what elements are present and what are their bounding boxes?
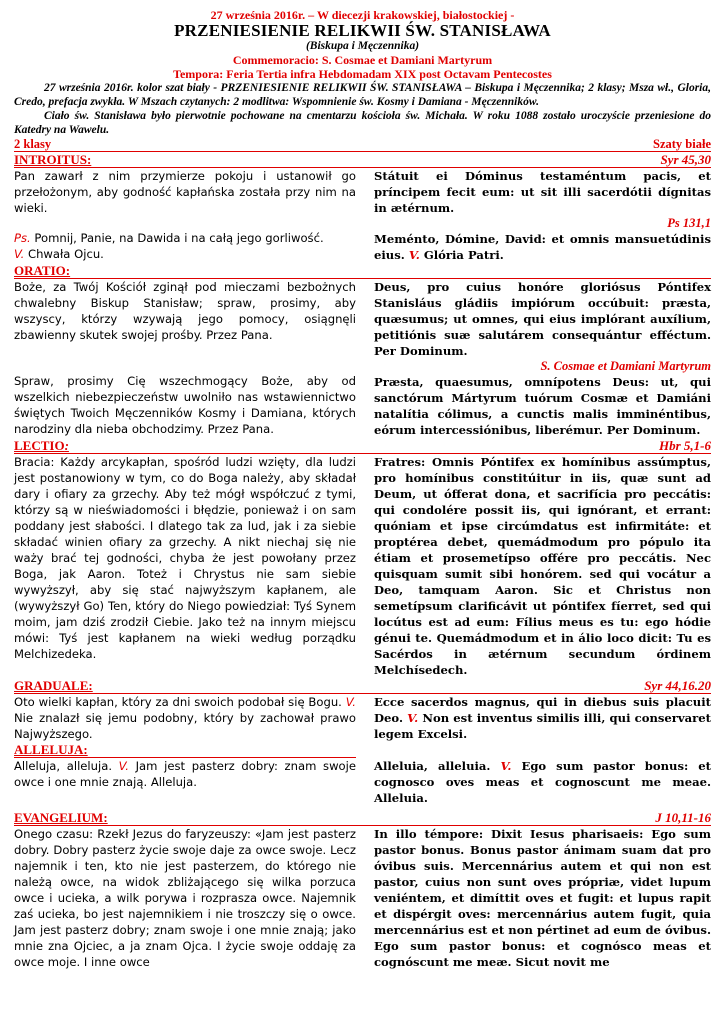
lectio-colon: : bbox=[64, 438, 69, 453]
lectio-body bbox=[14, 454, 711, 678]
gloria-la-text: Glória Patri. bbox=[419, 248, 504, 262]
oratio-pl-2: Spraw, prosimy Cię wszechmogący Boże, aby od wszelkich niebezpieczeństw uwolniło nas wstawiennictwo świętych Twoich Męczenników Kosmy i Damiana, których narodziny dla nieba obchodzimy. Przez Pana. bbox=[14, 374, 356, 436]
introitus-label: INTROITUS: bbox=[14, 152, 92, 167]
alleluja-body bbox=[14, 758, 711, 806]
alleluja-la-a: Alleluia, alleluia. bbox=[374, 759, 501, 773]
oratio-la-2: Præsta, quaesumus, omnípotens Deus: ut, qui sanctórum Mártyrum tuórum Cosmæ et Damiáni natalítia cólimus, a cunctis malis imminéntibus, eórum intercessiónibus, liberémur. Per Dominum. bbox=[374, 375, 711, 437]
alleluja-la-b: Ego sum pastor bonus: et cognosco oves meas et cognoscunt me meae. Alleluia. bbox=[374, 759, 711, 805]
oratio-la-1: Deus, pro cuius honóre gloriósus Póntifex Stanisláus gládiis impiórum occúbuit: præsta, quæsumus; ut omnes, qui eius implórant auxílium, petitiónis suæ salutárem consequántur efféctum. Per Dominum. bbox=[374, 280, 711, 358]
introitus-polish bbox=[14, 168, 356, 263]
oratio-body-1 bbox=[14, 279, 711, 359]
lectio-polish: Bracia: Każdy arcykapłan, spośród ludzi wzięty, dla ludzi jest postanowiony w tym, co do Boga należy, aby składał dary i ofiary za grzechy. Aby też mógł współczuć z tymi, którzy są w nieświadomości i błędzie, ponieważ i on sam poddany jest słabości. I dlatego tak za lud, jak i za siebie składać winien ofiary za grzechy. A nikt niechaj się nie waży brać tej godności, chyba że jest powołany przez Boga, jak Aaron. Toteż i Chrystus nie sam siebie wywyższył, aby się stać najwyższym kapłanem, ale (wywyższył Go) Ten, który do Niego powiedział: Tyś Synem moim, jam dziś zrodził Ciebie. Jako też na innym miejscu mówi: Tyś jest kapłanem na wieki według porządku Melchizedeka. bbox=[14, 455, 356, 661]
evangelium-polish: Onego czasu: Rzekł Jezus do faryzeuszy: «Jam jest pasterz dobry. Dobry pasterz życie swoje daje za owce swoje. Lecz najemnik i ten, kto nie jest pasterzem, do którego nie należą owce, na widok zbliżającego się wilka porzuca owce i ucieka, a wilk porywa i rozprasza owce. Najemnik zaś ucieka, bo jest najemnikiem i nie troszczy się o owce. Jam jest pasterz dobry; znam swoje i one mnie znają; jako mnie zna Ojciec, a ja znam Ojca. I życie swoje oddaję za owce moje. I inne owce bbox=[14, 827, 356, 969]
alleluja-header bbox=[14, 742, 356, 758]
introitus-la-psalm bbox=[374, 231, 711, 263]
ps-marker: Ps. bbox=[14, 231, 31, 245]
lectio-ref: Hbr 5,1-6 bbox=[659, 438, 711, 453]
graduale-pl-b: Nie znalazł się jemu podobny, który by zachował prawo Najwyższego. bbox=[14, 711, 356, 741]
graduale-body bbox=[14, 694, 711, 742]
psalm-la-text: Meménto, Dómine, David: et omnis mansuetúdinis eius. bbox=[374, 232, 711, 262]
vestment-color: Szaty białe bbox=[653, 137, 711, 151]
lectio-latin: Fratres: Omnis Póntifex ex homínibus assúmptus, pro homínibus constitúitur in iis, quæ sunt ad Deum, ut ófferat dona, et sacrifícia pro peccátis: qui condolére possit iis, qui ignórant, et errant: quóniam et ipse circúmdatus est infirmitáte: et proptérea debet, quemádmodum pro pópulo ita étiam et prosemetípso offére pro peccátis. Nec quisquam sumit sibi honórem. sed qui vocátur a Deo, tamquam Aaron. Sic et Christus non semetípsum clarificávit ut póntifex fíerret, sed qui locútus est ad eum: Fílius meus es tu: ego hódie génui te. Quemádmodum et in álio loco dicit: Tu es Sacérdos in ætérnum secundum órdinem Melchísedech. bbox=[374, 455, 711, 677]
intro-block bbox=[14, 81, 711, 137]
introitus-pl-text: Pan zawarł z nim przymierze pokoju i ustanowił go przełożonym, aby godność kapłańska została przy nim na wieki. bbox=[14, 169, 356, 215]
date-line: 27 września 2016r. – W diecezji krakowskiej, białostockiej - bbox=[210, 8, 515, 22]
lectio-label-text: LECTIO bbox=[14, 438, 65, 453]
versicle-marker: V. bbox=[118, 759, 129, 773]
intro-paragraph-1: 27 września 2016r. kolor szat biały - PRZENIESIENIE RELIKWII ŚW. STANISŁAWA – Biskupa i Męczennika; 2 klasy; Msza wł., Gloria, Credo, prefacja zwykła. W Mszach czytanych: 2 modlitwa: Wspomnienie św. Kosmy i Damiana - Męczenników. bbox=[14, 82, 711, 108]
evangelium-ref: J 10,11-16 bbox=[655, 810, 711, 825]
commemoratio: Commemoracio: S. Cosmae et Damiani Martyrum bbox=[232, 53, 493, 67]
introitus-body bbox=[14, 168, 711, 263]
versicle-marker: V. bbox=[408, 248, 420, 262]
evangelium-header bbox=[14, 810, 711, 826]
class-bar bbox=[14, 137, 711, 152]
introitus-la-text: Státuit ei Dóminus testaméntum pacis, et príncipem fecit eum: ut sit illi sacerdótii dígnitas in ætérnum. bbox=[374, 169, 711, 215]
introitus-header bbox=[14, 152, 711, 168]
graduale-header bbox=[14, 678, 711, 694]
evangelium-label: EVANGELIUM: bbox=[14, 810, 108, 825]
oratio-la-2-wrap bbox=[374, 359, 711, 438]
page bbox=[14, 8, 711, 970]
versicle-marker: V. bbox=[345, 695, 356, 709]
gloria-pl-text: Chwała Ojcu. bbox=[24, 247, 104, 261]
oratio-label: ORATIO: bbox=[14, 263, 71, 278]
lectio-header bbox=[14, 438, 711, 454]
psalm-pl-text: Pomnij, Panie, na Dawida i na całą jego gorliwość. bbox=[30, 231, 324, 245]
alleluja-pl-b: Jam jest pasterz dobry: znam swoje owce i one mnie znają. Alleluja. bbox=[14, 759, 357, 789]
evangelium-latin: In illo témpore: Dixit Iesus pharisaeis: Ego sum pastor bonus. Bonus pastor ánimam suam dat pro óvibus suis. Mercennárius autem et qui non est pastor, cuius non sunt oves própriæ, videt lupum veniéntem, et dimíttit oves et fugit: et lupus rapit et dispérgit oves: mercennárius autem fugit, quia mercennárius est et non pértinet ad eum de óvibus. Ego sum pastor bonus: et cognósco meas et cognóscunt me meæ. Sicut novit me bbox=[374, 827, 711, 969]
subtitle: (Biskupa i Męczennika) bbox=[305, 40, 420, 52]
graduale-label: GRADUALE: bbox=[14, 678, 93, 693]
tempora: Tempora: Feria Tertia infra Hebdomadam XIX post Octavam Pentecostes bbox=[173, 67, 552, 81]
alleluja-latin bbox=[374, 758, 711, 806]
versicle-marker: V. bbox=[14, 247, 25, 261]
class-label: 2 klasy bbox=[14, 137, 52, 151]
introitus-pl-psalm bbox=[14, 230, 356, 246]
evangelium-body bbox=[14, 826, 711, 970]
graduale-ref: Syr 44,16.20 bbox=[644, 678, 711, 693]
oratio-body-2 bbox=[14, 359, 711, 438]
intro-paragraph-2: Ciało św. Stanisława było pierwotnie pochowane na cmentarzu kościoła św. Michała. W roku 1088 zostało uroczyście przeniesione do Katedry na Wawelu. bbox=[14, 110, 711, 136]
alleluja-polish bbox=[14, 758, 356, 806]
graduale-pl-a: Oto wielki kapłan, który za dni swoich podobał się Bogu. bbox=[14, 695, 346, 709]
oratio-header bbox=[14, 263, 711, 279]
graduale-la-b: Non est inventus similis illi, qui conservaret legem Excelsi. bbox=[374, 711, 711, 741]
oratio-pl-1: Boże, za Twój Kościół zginął pod mieczami bezbożnych chwalebny Biskup Stanisław; spraw, prosimy, aby wszyscy, którzy wzywają jego pomocy, osiągnęli zbawienny skutek swojej prośby. Przez Pana. bbox=[14, 280, 356, 342]
graduale-latin bbox=[374, 694, 711, 742]
commemoratio-ref: S. Cosmae et Damiani Martyrum bbox=[540, 359, 711, 373]
graduale-polish bbox=[14, 694, 356, 742]
graduale-la-a: Ecce sacerdos magnus, qui in diebus suis placuit Deo. bbox=[374, 695, 711, 725]
introitus-ref: Syr 45,30 bbox=[660, 152, 711, 167]
psalm-ref: Ps 131,1 bbox=[667, 216, 711, 230]
page-title: PRZENIESIENIE RELIKWII ŚW. STANISŁAWA bbox=[174, 21, 551, 40]
introitus-latin bbox=[374, 168, 711, 263]
alleluja-pl-a: Alleluja, alleluja. bbox=[14, 759, 119, 773]
versicle-marker: V. bbox=[500, 759, 512, 773]
versicle-marker: V. bbox=[407, 711, 419, 725]
lectio-label bbox=[14, 438, 69, 453]
alleluja-label: ALLELUJA: bbox=[14, 742, 88, 757]
introitus-pl-gloria bbox=[14, 246, 356, 262]
